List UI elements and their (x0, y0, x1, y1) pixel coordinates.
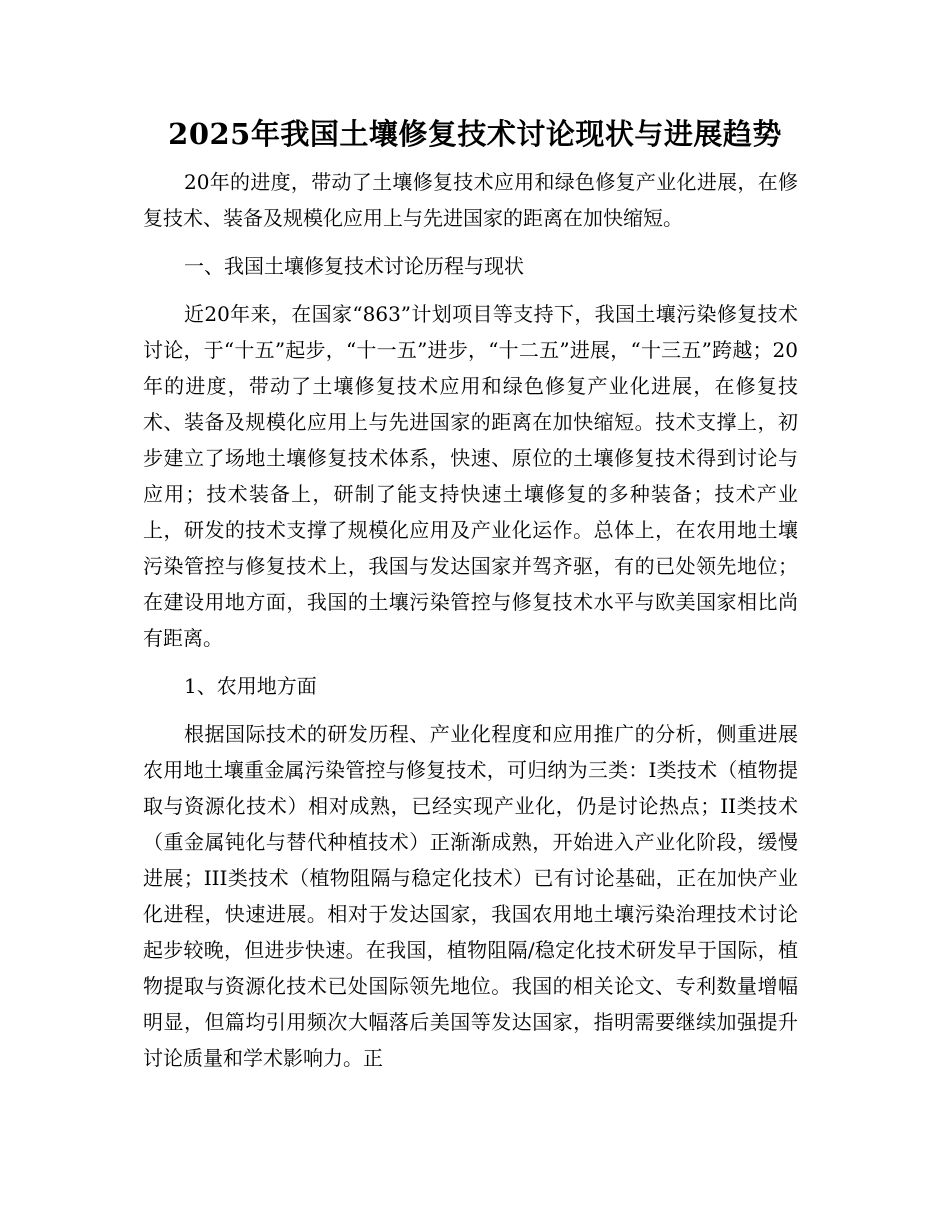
body-paragraph: 近20年来，在国家“863”计划项目等支持下，我国土壤污染修复技术讨论，于“十五”起步，“十一五”进步，“十二五”进展，“十三五”跨越；20年的进度，带动了土壤修复技术应用和绿色修复产业化进展，在修复技术、装备及规模化应用上与先进国家的距离在加快缩短。技术支撑上，初步建立了场地土壤修复技术体系，快速、原位的土壤修复技术得到讨论与应用；技术装备上，研制了能支持快速土壤修复的多种装备；技术产业上，研发的技术支撑了规模化应用及产业化运作。总体上，在农用地土壤污染管控与修复技术上，我国与发达国家并驾齐驱，有的已处领先地位；在建设用地方面，我国的土壤污染管控与修复技术水平与欧美国家相比尚有距离。 (143, 302, 798, 650)
document-title: 2025年我国土壤修复技术讨论现状与进展趋势 (168, 117, 782, 151)
body-paragraph: 根据国际技术的研发历程、产业化程度和应用推广的分析，侧重进展农用地土壤重金属污染管控与修复技术，可归纳为三类：I类技术（植物提取与资源化技术）相对成熟，已经实现产业化，仍是讨论热点；II类技术（重金属钝化与替代种植技术）正渐渐成熟，开始进入产业化阶段，缓慢进展；III类技术（植物阻隔与稳定化技术）已有讨论基础，正在加快产业化进程，快速进展。相对于发达国家，我国农用地土壤污染治理技术讨论起步较晚，但进步快速。在我国，植物阻隔/稳定化技术研发早于国际，植物提取与资源化技术已处国际领先地位。我国的相关论文、专利数量增幅明显，但篇均引用频次大幅落后美国等发达国家，指明需要继续加强提升讨论质量和学术影响力。正 (143, 722, 798, 1070)
document-body (143, 164, 798, 1076)
intro-paragraph: 20年的进度，带动了土壤修复技术应用和绿色修复产业化进展，在修复技术、装备及规模化应用上与先进国家的距离在加快缩短。 (143, 170, 798, 230)
section-heading: 一、我国土壤修复技术讨论历程与现状 (184, 254, 524, 278)
subsection-heading: 1、农用地方面 (184, 674, 317, 698)
